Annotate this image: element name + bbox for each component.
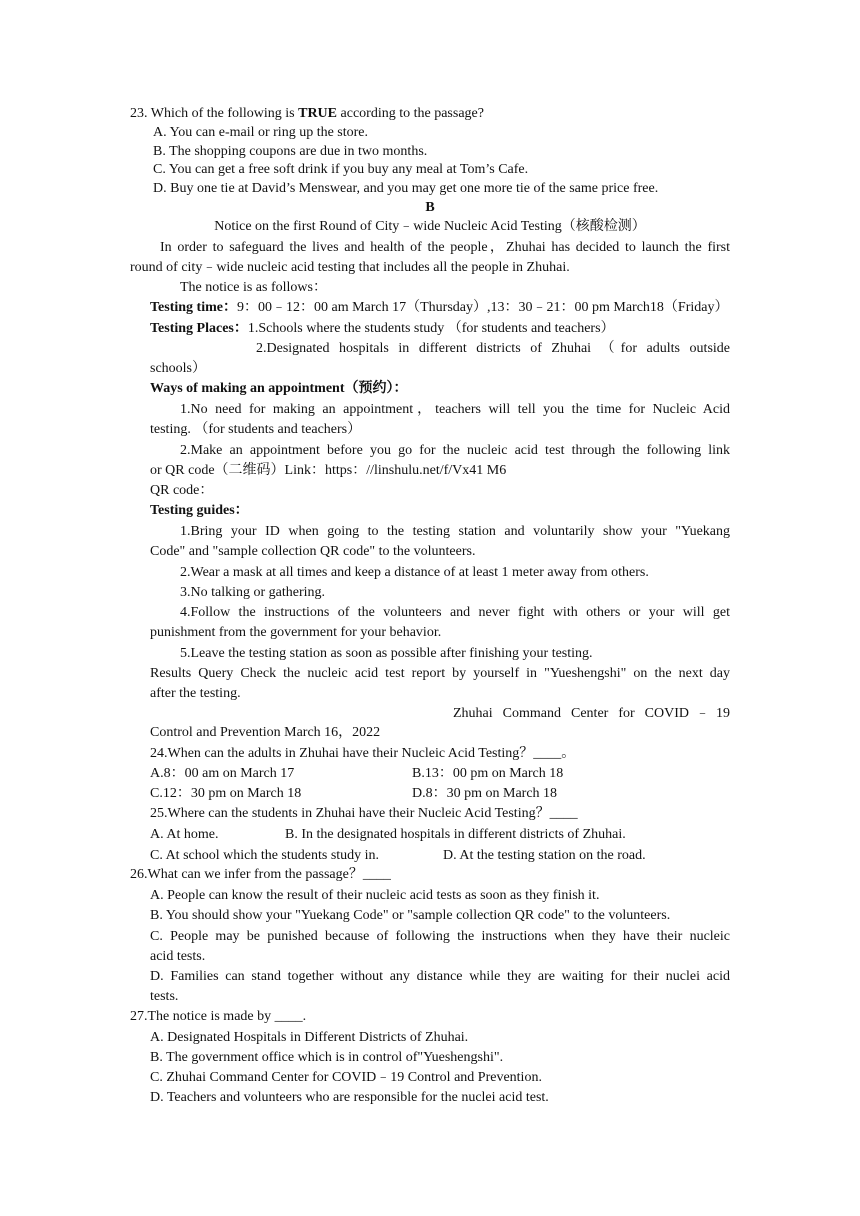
guide-1-line-1: 1.Bring your ID when going to the testing station and voluntarily show your "Yuekang: [180, 524, 730, 539]
q25-stem: 25.Where can the students in Zhuhai have their Nucleic Acid Testing？____: [150, 806, 578, 821]
q23-option-c: C. You can get a free soft drink if you buy any meal at Tom’s Cafe.: [153, 162, 529, 177]
testing-time-label: Testing time：: [150, 300, 237, 315]
q26-stem: 26.What can we infer from the passage？____: [130, 867, 391, 882]
guide-4-line-2: punishment from the government for your behavior.: [150, 625, 442, 640]
q26-option-c-line-1: C. People may be punished because of following the instructions when they have their nucleic: [150, 929, 730, 944]
place-1: 1.Schools where the students study （for students and teachers）: [247, 321, 615, 336]
q24-option-b: B.13：00 pm on March 18: [412, 766, 564, 781]
results-line-2: after the testing.: [150, 686, 241, 701]
place-2-line-2: schools）: [150, 361, 206, 376]
q27-option-a: A. Designated Hospitals in Different Districts of Zhuhai.: [150, 1030, 469, 1045]
way-2-line-2: or QR code（二维码）Link：https：//linshulu.net/f/Vx41 M6: [150, 463, 507, 478]
q27-option-c: C. Zhuhai Command Center for COVID﹣19 Control and Prevention.: [150, 1070, 542, 1085]
q25-option-c: C. At school which the students study in.: [150, 848, 380, 863]
testing-time-line: [150, 299, 728, 317]
way-1-line-2: testing. （for students and teachers）: [150, 422, 362, 437]
guide-3: 3.No talking or gathering.: [180, 585, 326, 600]
q24-option-d: D.8：30 pm on March 18: [412, 786, 558, 801]
q23-option-a: A. You can e-mail or ring up the store.: [153, 125, 369, 140]
ways-label: Ways of making an appointment（预约）：: [150, 381, 408, 396]
testing-places-line: [150, 320, 615, 338]
q26-option-d-line-1: D. Families can stand together without any distance while they are waiting for their nuclei acid: [150, 969, 730, 984]
q25-option-a: A. At home.: [150, 827, 219, 842]
q24-option-a: A.8：00 am on March 17: [150, 766, 295, 781]
signature-line-2: Control and Prevention March 16，2022: [150, 725, 381, 740]
q26-option-b: B. You should show your "Yuekang Code" or "sample collection QR code" to the volunteers.: [150, 908, 671, 923]
qr-code-label: QR code：: [150, 483, 214, 498]
passage-letter: B: [425, 200, 435, 215]
signature-line-1: Zhuhai Command Center for COVID﹣19: [453, 706, 730, 721]
q23-option-b: B. The shopping coupons are due in two months.: [153, 144, 428, 159]
q27-option-b: B. The government office which is in control of"Yueshengshi".: [150, 1050, 504, 1065]
q26-option-c-line-2: acid tests.: [150, 949, 206, 964]
intro-line-1: In order to safeguard the lives and health of the people，Zhuhai has decided to launch the first: [160, 240, 730, 255]
guide-5: 5.Leave the testing station as soon as possible after finishing your testing.: [180, 646, 593, 661]
q27-option-d: D. Teachers and volunteers who are responsible for the nuclei acid test.: [150, 1090, 549, 1105]
q24-stem: 24.When can the adults in Zhuhai have their Nucleic Acid Testing？____。: [150, 746, 576, 761]
guide-4-line-1: 4.Follow the instructions of the volunteers and never fight with others or your will get: [180, 605, 730, 620]
intro-line-3: The notice is as follows：: [180, 280, 327, 295]
q25-option-d: D. At the testing station on the road.: [443, 848, 646, 863]
q23-stem-post: according to the passage?: [337, 106, 484, 121]
q23-stem: [130, 105, 484, 123]
intro-line-2: round of city﹣wide nucleic acid testing that includes all the people in Zhuhai.: [130, 260, 570, 275]
way-2-line-1: 2.Make an appointment before you go for the nucleic acid test through the following link: [180, 443, 730, 458]
q23-stem-bold: TRUE: [298, 106, 338, 121]
q24-option-c: C.12：30 pm on March 18: [150, 786, 302, 801]
results-line-1: Results Query Check the nucleic acid test report by yourself in "Yueshengshi" on the next day: [150, 666, 730, 681]
q26-option-d-line-2: tests.: [150, 989, 179, 1004]
q23-option-d: D. Buy one tie at David’s Menswear, and you may get one more tie of the same price free.: [153, 181, 659, 196]
guide-2: 2.Wear a mask at all times and keep a distance of at least 1 meter away from others.: [180, 565, 649, 580]
q23-stem-pre: 23. Which of the following is: [130, 106, 299, 121]
testing-time-text: 9：00﹣12：00 am March 17（Thursday）,13：30﹣21：00 pm March18（Friday）: [236, 300, 729, 315]
q25-option-b: B. In the designated hospitals in different districts of Zhuhai.: [285, 827, 626, 842]
testing-places-label: Testing Places：: [150, 321, 248, 336]
passage-title: Notice on the first Round of City﹣wide Nucleic Acid Testing（核酸检测）: [214, 219, 646, 234]
place-2-line-1: 2.Designated hospitals in different districts of Zhuhai （for adults outside: [256, 341, 730, 356]
way-1-line-1: 1.No need for making an appointment，teachers will tell you the time for Nucleic Acid: [180, 402, 730, 417]
guides-label: Testing guides：: [150, 503, 249, 518]
q26-option-a: A. People can know the result of their nucleic acid tests as soon as they finish it.: [150, 888, 600, 903]
guide-1-line-2: Code" and "sample collection QR code" to the volunteers.: [150, 544, 476, 559]
q27-stem: 27.The notice is made by ____.: [130, 1009, 307, 1024]
